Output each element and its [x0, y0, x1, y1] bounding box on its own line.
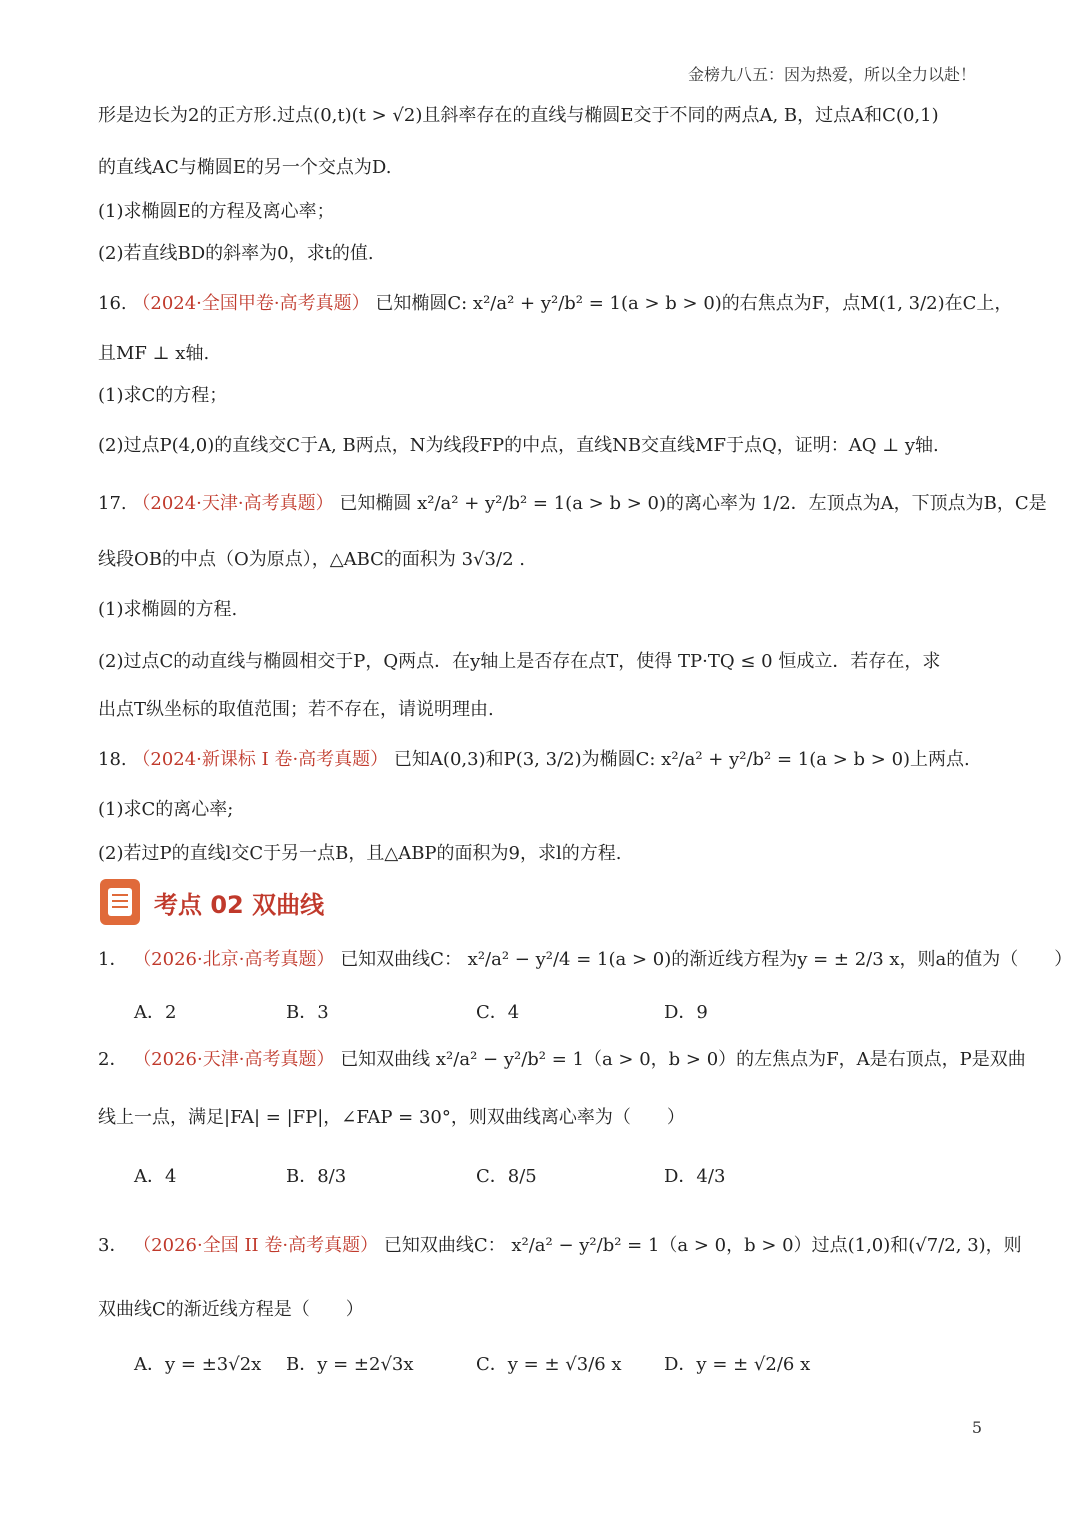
- question-text: 线上一点，满足|FA| = |FP|，∠FAP = 30°，则双曲线离心率为（ ）: [98, 1107, 685, 1128]
- option-a[interactable]: A．4: [134, 1166, 177, 1187]
- question-number: 1．: [98, 949, 128, 970]
- question-text: 已知椭圆C: x²/a² + y²/b² = 1(a > b > 0)的右焦点为F，点M(1, 3/2)在C上，: [375, 293, 1013, 314]
- option-d[interactable]: D．9: [664, 1002, 708, 1023]
- question-text: 已知双曲线C： x²/a² − y²/b² = 1（a > 0，b > 0）过点(1,0)和(√7/2, 3)，则: [383, 1235, 1022, 1256]
- question-text: 已知双曲线C： x²/a² − y²/4 = 1(a > 0)的渐近线方程为y = ± 2/3 x，则a的值为（ ）: [340, 949, 1073, 970]
- option-b[interactable]: B．y = ±2√3x: [286, 1354, 414, 1375]
- question-18: [98, 746, 988, 774]
- question-part: (2)过点P(4,0)的直线交C于A, B两点，N为线段FP的中点，直线NB交直线MF于点Q，证明：AQ ⊥ y轴.: [98, 435, 939, 456]
- question-source: （2026·全国 II 卷·高考真题）: [133, 1235, 379, 1256]
- question-number: 17.: [98, 493, 127, 514]
- option-d[interactable]: D．y = ± √2/6 x: [664, 1354, 811, 1375]
- question-text: 已知双曲线 x²/a² − y²/b² = 1（a > 0，b > 0）的左焦点为F，A是右顶点，P是双曲: [340, 1049, 1026, 1070]
- question-number: 18.: [98, 749, 127, 770]
- question-17: [98, 490, 1047, 518]
- text-line: 形是边长为2的正方形.过点(0,t)(t > √2)且斜率存在的直线与椭圆E交于不同的两点A, B，过点A和C(0,1): [98, 105, 939, 126]
- text-line: 的直线AC与椭圆E的另一个交点为D.: [98, 157, 392, 178]
- question-16: [98, 290, 1013, 318]
- text-line: (1)求椭圆E的方程及离心率；: [98, 201, 335, 222]
- section-title: 考点 02 双曲线: [154, 890, 325, 919]
- hyperbola-question-3: [98, 1232, 1022, 1260]
- question-text: 且MF ⊥ x轴.: [98, 343, 210, 364]
- question-part: (1)求C的方程；: [98, 385, 228, 406]
- option-d[interactable]: D．4/3: [664, 1166, 726, 1187]
- option-b[interactable]: B．3: [286, 1002, 329, 1023]
- question-part: (2)若过P的直线l交C于另一点B，且△ABP的面积为9，求l的方程.: [98, 843, 622, 864]
- question-number: 3．: [98, 1235, 128, 1256]
- option-c[interactable]: C．4: [476, 1002, 520, 1023]
- question-source: （2024·天津·高考真题）: [132, 493, 334, 514]
- option-c[interactable]: C．y = ± √3/6 x: [476, 1354, 622, 1375]
- option-b[interactable]: B．8/3: [286, 1166, 347, 1187]
- section-header: [100, 876, 324, 928]
- question-part: (1)求C的离心率;: [98, 799, 234, 820]
- clipboard-icon: [100, 879, 140, 925]
- question-number: 16.: [98, 293, 127, 314]
- question-text: 双曲线C的渐近线方程是（ ）: [98, 1299, 364, 1320]
- question-text: 已知A(0,3)和P(3, 3/2)为椭圆C: x²/a² + y²/b² = 1(a > b > 0)上两点.: [393, 749, 970, 770]
- question-source: （2024·全国甲卷·高考真题）: [132, 293, 370, 314]
- text-line: (2)若直线BD的斜率为0，求t的值.: [98, 243, 374, 264]
- question-number: 2．: [98, 1049, 128, 1070]
- question-source: （2024·新课标 I 卷·高考真题）: [132, 749, 389, 770]
- question-part: (2)过点C的动直线与椭圆相交于P，Q两点．在y轴上是否存在点T，使得 TP·TQ ≤ 0 恒成立．若存在，求: [98, 651, 941, 672]
- hyperbola-question-1: [98, 946, 1073, 974]
- question-part: (1)求椭圆的方程.: [98, 599, 238, 620]
- hyperbola-question-2: [98, 1046, 1026, 1074]
- option-a[interactable]: A．2: [134, 1002, 177, 1023]
- page-number: 5: [971, 1418, 982, 1437]
- question-source: （2026·天津·高考真题）: [133, 1049, 335, 1070]
- page-header: 金榜九八五：因为热爱，所以全力以赴！: [687, 65, 976, 84]
- question-part: 出点T纵坐标的取值范围；若不存在，请说明理由.: [98, 699, 494, 720]
- option-c[interactable]: C．8/5: [476, 1166, 537, 1187]
- question-text: 已知椭圆 x²/a² + y²/b² = 1(a > b > 0)的离心率为 1/2．左顶点为A，下顶点为B，C是: [339, 493, 1047, 514]
- option-a[interactable]: A．y = ±3√2x: [134, 1354, 262, 1375]
- question-text: 线段OB的中点（O为原点），△ABC的面积为 3√3/2 .: [98, 549, 525, 570]
- question-source: （2026·北京·高考真题）: [133, 949, 335, 970]
